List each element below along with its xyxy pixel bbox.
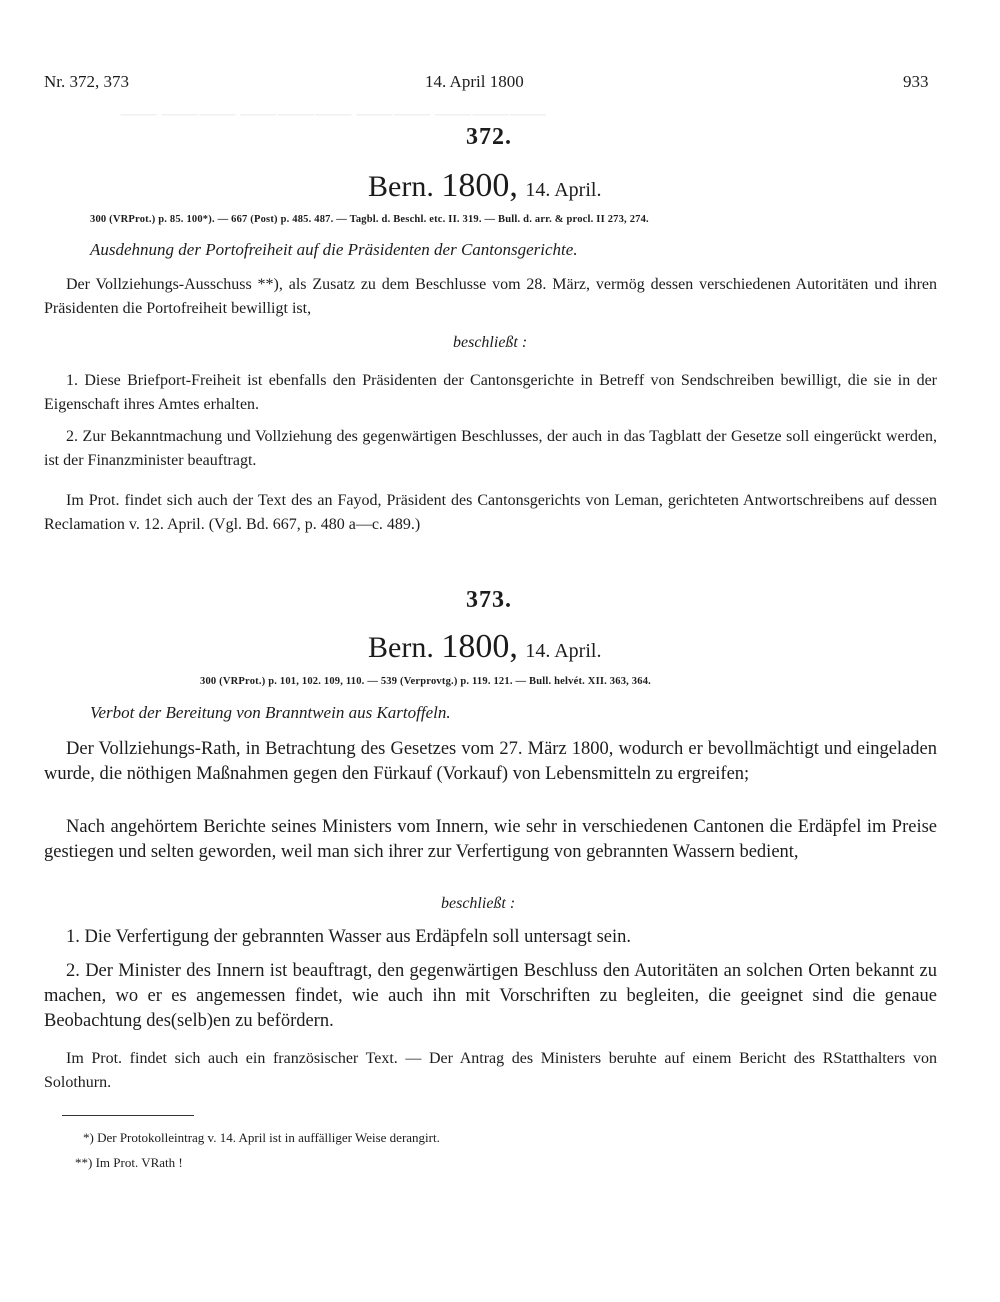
editorial-note-373: Im Prot. findet sich auch ein französischer Text. — Der Antrag des Ministers beruhte auf einem Bericht des RStatthalters von Solothurn. bbox=[44, 1050, 937, 1091]
preamble-372: Der Vollziehungs-Ausschuss **), als Zusatz zu dem Beschlusse vom 28. März, vermög dessen verschiedenen Autoritäten und ihren Präsidenten die Portofreiheit bewilligt ist, bbox=[44, 276, 937, 317]
preamble-373-2: Nach angehörtem Berichte seines Ministers vom Innern, wie sehr in verschiedenen Cantonen die Erdäpfel im Preise gestiegen und selten geworden, weil man sich ihrer zur Verfertigung von gebrannten Wassern bedient, bbox=[44, 817, 937, 862]
running-header-center: 14. April 1800 bbox=[425, 72, 524, 91]
resolves-label-372: beschließt : bbox=[453, 334, 528, 351]
document-heading-372 bbox=[368, 167, 601, 205]
heading-date: 14. April. bbox=[525, 179, 602, 201]
page-number: 933 bbox=[903, 72, 929, 91]
document-title-372: Ausdehnung der Portofreiheit auf die Präsidenten der Cantonsgerichte. bbox=[90, 240, 578, 259]
article-2-373: 2. Der Minister des Innern ist beauftragt, den gegenwärtigen Beschluss den Autoritäten an solchen Orten bekannt zu machen, wo er es angemessen findet, wie auch ihn mit Vorschriften zu begleiten, die geeignet sind die genaue Beobachtung des(selb)en zu befördern. bbox=[44, 961, 937, 1031]
document-number-373: 373. bbox=[466, 587, 512, 613]
archive-references-373: 300 (VRProt.) p. 101, 102. 109, 110. — 539 (Verprovtg.) p. 119. 121. — Bull. helvét. XII. 363, 364. bbox=[200, 676, 651, 687]
preamble-373-1: Der Vollziehungs-Rath, in Betrachtung des Gesetzes vom 27. März 1800, wodurch er bevollmächtigt und eingeladen wurde, die nöthigen Maßnahmen gegen den Fürkauf (Vorkauf) von Lebensmitteln zu ergreifen; bbox=[44, 739, 937, 784]
editorial-note-372: Im Prot. findet sich auch der Text des an Fayod, Präsident des Cantonsgerichts von Leman, gerichteten Antwortschreibens auf dessen Reclamation v. 12. April. (Vgl. Bd. 667, p. 480 a—c. 489.) bbox=[44, 492, 937, 533]
document-number-372: 372. bbox=[466, 124, 512, 150]
footnote-rule bbox=[62, 1115, 194, 1116]
heading-date: 14. April. bbox=[525, 640, 602, 662]
running-header-left: Nr. 372, 373 bbox=[44, 72, 129, 91]
bleed-through-text: ⸻ ⸻⸻ ⸻⸻⸻ ⸻⸻ ⸻⸻⸻ bbox=[120, 107, 547, 123]
archive-references-372: 300 (VRProt.) p. 85. 100*). — 667 (Post) p. 485. 487. — Tagbl. d. Beschl. etc. II. 319. — Bull. d. arr. & procl. II 273, 274. bbox=[90, 214, 649, 225]
footnote-2: **) Im Prot. VRath ! bbox=[75, 1155, 183, 1170]
resolves-label-373: beschließt : bbox=[441, 895, 516, 912]
document-heading-373 bbox=[368, 628, 601, 666]
footnote-1: *) Der Protokolleintrag v. 14. April ist in auffälliger Weise derangirt. bbox=[83, 1130, 440, 1145]
article-1-373: 1. Die Verfertigung der gebrannten Wasser aus Erdäpfeln soll untersagt sein. bbox=[66, 927, 631, 947]
heading-place: Bern. bbox=[368, 631, 434, 664]
article-2-372: 2. Zur Bekanntmachung und Vollziehung des gegenwärtigen Beschlusses, der auch in das Tagblatt der Gesetze soll eingerückt werden, ist der Finanzminister beauftragt. bbox=[44, 428, 937, 469]
article-1-372: 1. Diese Briefport-Freiheit ist ebenfalls den Präsidenten der Cantonsgerichte in Betreff von Sendschreiben bewilligt, die sie in der Eigenschaft ihres Amtes erhalten. bbox=[44, 372, 937, 413]
heading-year: 1800, bbox=[441, 167, 518, 204]
heading-place: Bern. bbox=[368, 170, 434, 203]
document-title-373: Verbot der Bereitung von Branntwein aus Kartoffeln. bbox=[90, 703, 451, 722]
heading-year: 1800, bbox=[441, 628, 518, 665]
